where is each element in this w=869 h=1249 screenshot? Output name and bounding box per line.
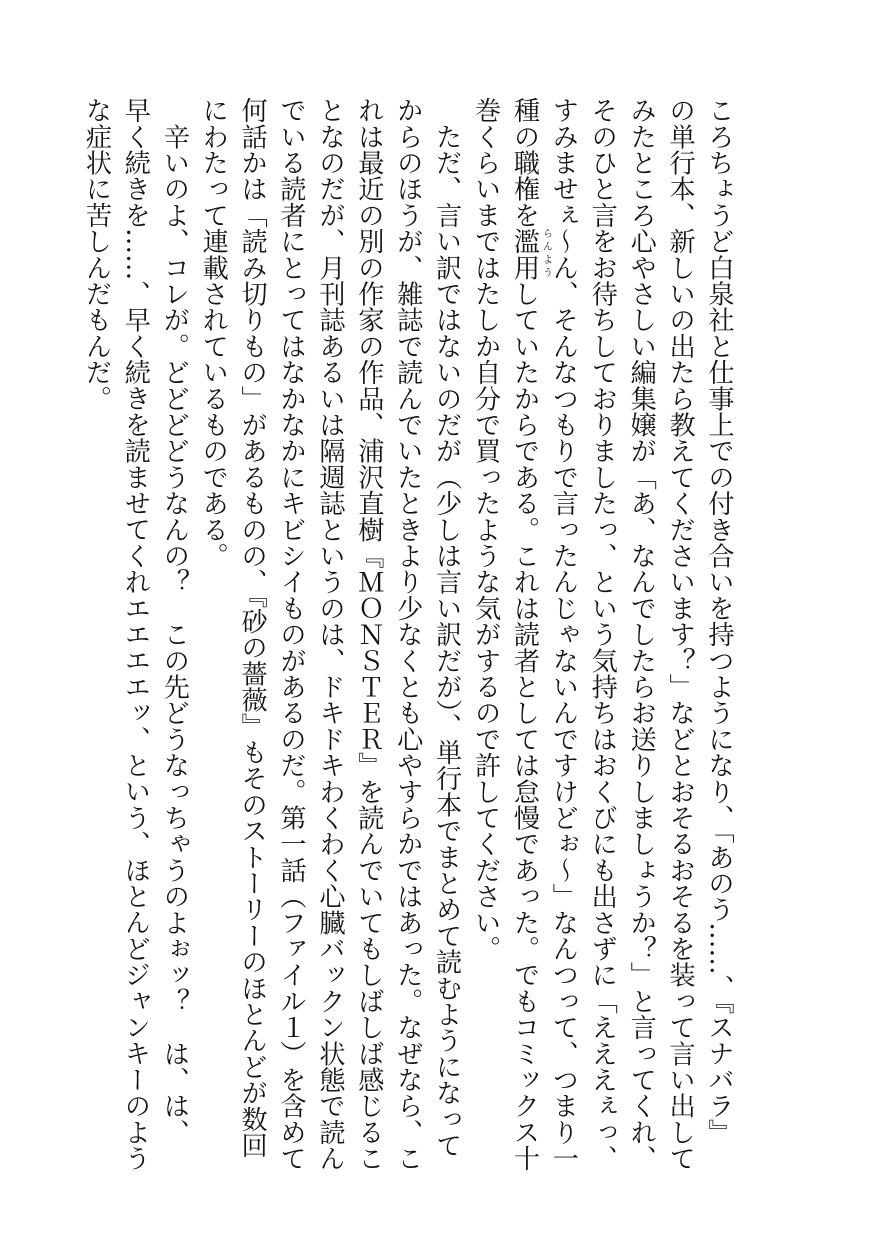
- text-column: ただ、言い訳ではないのだが（少しは言い訳だが）、単行本でまとめて読むようになって: [431, 97, 462, 1159]
- text-column: そのひと言をお待ちしておりましたっ、という気持ちはおくびにも出さずに「えええぇっ、: [587, 97, 618, 1172]
- text-segment: 種の職権を: [509, 97, 540, 228]
- vertical-body-text: [77, 97, 738, 1177]
- ruby-base-word: 濫用: [509, 228, 540, 281]
- text-column: れは最近の別の作家の作品、浦沢直樹『ＭＯＮＳＴＥＲ』を読んでいてもしばしば感じるこ: [353, 97, 384, 1172]
- text-column-with-ruby: [505, 97, 552, 1177]
- ruby-reading: らんよう: [540, 228, 552, 280]
- text-column: すみませぇ〜ん、そんなつもりで言ったんじゃないんですけどぉ〜」なんつって、つまり一: [548, 97, 579, 1172]
- text-column: からのほうが、雑誌で読んでいたときより少なくとも心やすらかではあった。なぜなら、こ: [392, 97, 423, 1172]
- text-column: の単行本、新しいの出たら教えてくださいます？」などとおそるおそるを装って言い出して: [665, 97, 696, 1172]
- text-column: な症状に苦しんだもんだ。: [81, 97, 112, 412]
- ruby-base-text: [509, 228, 552, 281]
- text-column: 何話かは「読み切りもの」があるものの、『砂の薔薇』もそのストーリーのほとんどが数回: [237, 97, 268, 1159]
- text-column: でいる読者にとってはなかなかにキビシイものがあるのだ。第一話（ファイル１）を含めて: [276, 97, 307, 1172]
- text-column: 巻くらいまではたしか自分で買ったような気がするので許してください。: [470, 97, 501, 962]
- text-column: 早く続きを……、早く続きを読ませてくれエエエエッ、という、ほとんどジャンキーのよう: [120, 97, 151, 1172]
- text-column: にわたって連載されているものである。: [198, 97, 229, 569]
- text-column: みたところ心やさしい編集嬢が「あ、なんでしたらお送りしましょうか？」と言ってくれ、: [626, 97, 657, 1172]
- text-column: となのだが、月刊誌あるいは隔週誌というのは、ドキドキわくわく心臓バックン状態で読ん: [314, 97, 345, 1172]
- text-column: ころちょうど白泉社と仕事上での付き合いを持つようになり、「あのう……、『スナバラ』: [704, 97, 734, 1145]
- text-segment: していたからである。これは読者としては怠慢であった。でもコミックス十: [509, 280, 540, 1172]
- text-column: 辛いのよ、コレが。どどどどうなんの？ この先どうなっちゃうのよぉッ？ は、は、: [159, 97, 190, 1145]
